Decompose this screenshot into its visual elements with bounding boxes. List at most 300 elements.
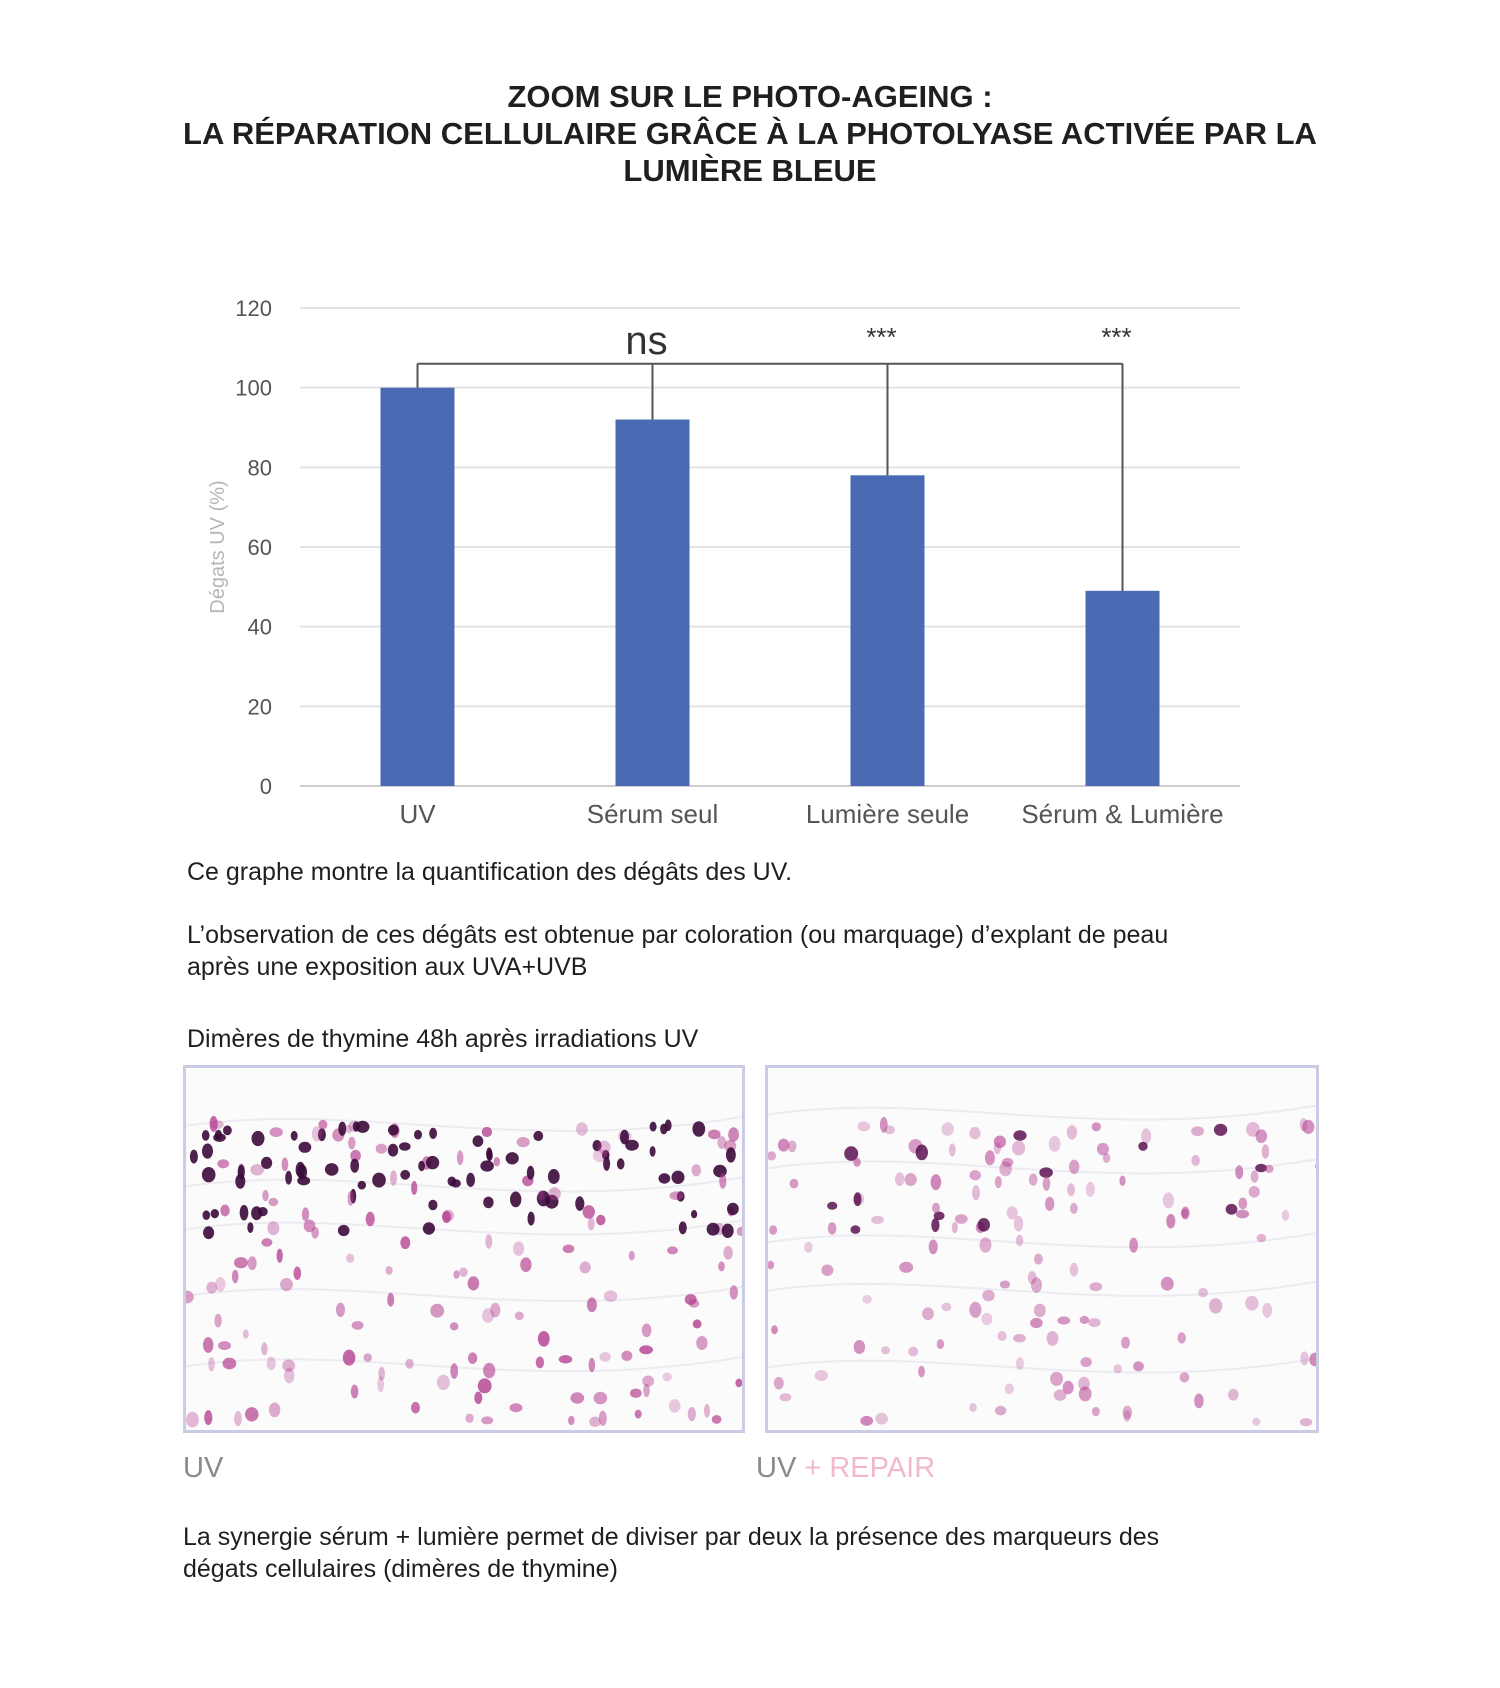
stained-nucleus: [1070, 1203, 1078, 1214]
stained-nucleus: [388, 1125, 399, 1136]
stained-nucleus: [1235, 1165, 1243, 1179]
stained-nucleus: [982, 1313, 993, 1325]
stained-nucleus: [478, 1378, 492, 1393]
stained-nucleus: [689, 1299, 700, 1308]
stained-nucleus: [261, 1238, 272, 1246]
stained-nucleus: [978, 1218, 990, 1232]
stained-nucleus: [527, 1166, 535, 1180]
stained-nucleus: [937, 1339, 944, 1349]
stained-nucleus: [223, 1126, 232, 1136]
stained-nucleus: [450, 1322, 459, 1330]
stained-nucleus: [1067, 1125, 1077, 1139]
stained-nucleus: [576, 1122, 588, 1136]
stained-nucleus: [692, 1121, 705, 1136]
stained-nucleus: [594, 1392, 608, 1405]
stained-nucleus: [563, 1245, 575, 1254]
stained-nucleus: [708, 1130, 721, 1140]
stained-nucleus: [247, 1222, 253, 1233]
caption-observation-line-2: après une exposition aux UVA+UVB: [187, 953, 588, 981]
stained-nucleus: [423, 1222, 435, 1234]
stained-nucleus: [570, 1392, 584, 1403]
stained-nucleus: [941, 1303, 951, 1312]
title-line-1: ZOOM SUR LE PHOTO-AGEING :: [507, 79, 993, 114]
stained-nucleus: [294, 1267, 302, 1280]
stained-nucleus: [589, 1358, 596, 1372]
stained-nucleus: [1252, 1418, 1260, 1426]
stained-nucleus: [1049, 1136, 1061, 1152]
stained-nucleus: [815, 1370, 828, 1381]
caption-observation: [187, 919, 1347, 983]
x-tick-label: Sérum & Lumière: [1021, 799, 1224, 829]
stained-nucleus: [270, 1127, 283, 1137]
stained-nucleus: [771, 1325, 778, 1334]
stained-nucleus: [788, 1141, 797, 1153]
microscopy-image-uv-repair: [765, 1065, 1319, 1433]
stained-nucleus: [277, 1249, 283, 1263]
significance-label: ***: [1101, 321, 1132, 352]
stained-nucleus: [588, 1218, 595, 1231]
stained-nucleus: [587, 1297, 597, 1312]
stained-nucleus: [970, 1170, 981, 1180]
bar: [1086, 591, 1160, 786]
stained-nucleus: [1262, 1144, 1269, 1159]
stained-nucleus: [269, 1403, 280, 1418]
stained-nucleus: [203, 1226, 214, 1239]
stained-nucleus: [1078, 1377, 1090, 1391]
stained-nucleus: [1088, 1318, 1100, 1327]
stained-nucleus: [688, 1407, 696, 1421]
title-line-2: LA RÉPARATION CELLULAIRE GRÂCE À LA PHOTOLYASE ACTIVÉE PAR LA: [183, 116, 1317, 151]
stained-nucleus: [533, 1131, 543, 1141]
stained-nucleus: [1063, 1381, 1074, 1394]
stained-nucleus: [210, 1116, 218, 1132]
stained-nucleus: [437, 1375, 450, 1390]
stained-nucleus: [1080, 1357, 1091, 1367]
stained-nucleus: [428, 1200, 437, 1211]
stained-nucleus: [291, 1131, 298, 1141]
stained-nucleus: [1016, 1235, 1023, 1246]
stained-nucleus: [860, 1416, 873, 1426]
stained-nucleus: [952, 1222, 958, 1233]
stained-nucleus: [366, 1212, 375, 1227]
stained-nucleus: [252, 1131, 265, 1146]
stained-nucleus: [218, 1341, 231, 1350]
stained-nucleus: [299, 1142, 312, 1153]
stained-nucleus: [1163, 1192, 1174, 1208]
stained-nucleus: [593, 1149, 607, 1162]
stained-nucleus: [517, 1137, 530, 1147]
image-label-uv-repair: [756, 1452, 935, 1485]
stained-nucleus: [821, 1265, 833, 1276]
stained-nucleus: [348, 1191, 354, 1206]
stained-nucleus: [780, 1393, 792, 1401]
stained-nucleus: [364, 1353, 372, 1362]
stained-nucleus: [1133, 1361, 1144, 1371]
x-tick-label: UV: [399, 799, 436, 829]
title-line-3: LUMIÈRE BLEUE: [623, 153, 877, 188]
stained-nucleus: [267, 1221, 279, 1235]
stained-nucleus: [1309, 1353, 1319, 1367]
stained-nucleus: [411, 1181, 417, 1195]
stained-nucleus: [730, 1285, 738, 1299]
stained-nucleus: [234, 1257, 248, 1268]
stained-nucleus: [1228, 1389, 1238, 1401]
stained-nucleus: [414, 1130, 422, 1140]
stained-nucleus: [411, 1402, 420, 1414]
stained-nucleus: [1123, 1406, 1133, 1420]
y-tick-label: 80: [247, 455, 272, 481]
stained-nucleus: [844, 1146, 858, 1161]
stained-nucleus: [1194, 1394, 1204, 1409]
y-tick-label: 100: [235, 375, 272, 401]
stained-nucleus: [346, 1254, 354, 1263]
stained-nucleus: [972, 1185, 980, 1200]
stained-nucleus: [203, 1210, 211, 1220]
stained-nucleus: [922, 1307, 934, 1320]
stained-nucleus: [1080, 1316, 1090, 1324]
y-tick-label: 40: [247, 614, 272, 640]
stained-nucleus: [1089, 1282, 1102, 1291]
stained-nucleus: [575, 1196, 584, 1211]
stained-nucleus: [663, 1373, 672, 1382]
stained-nucleus: [204, 1410, 212, 1425]
stained-nucleus: [390, 1170, 397, 1185]
stained-nucleus: [203, 1337, 213, 1353]
stained-nucleus: [994, 1142, 1001, 1154]
stained-nucleus: [1198, 1288, 1208, 1298]
conclusion-text: [183, 1521, 1343, 1585]
stained-nucleus: [667, 1246, 678, 1254]
stained-nucleus: [704, 1404, 710, 1418]
stained-nucleus: [1178, 1332, 1186, 1343]
stained-nucleus: [1030, 1318, 1043, 1328]
stained-nucleus: [350, 1159, 359, 1173]
stained-nucleus: [650, 1146, 656, 1157]
stained-nucleus: [358, 1181, 366, 1190]
stained-nucleus: [262, 1190, 268, 1201]
stained-nucleus: [692, 1164, 702, 1176]
stained-nucleus: [490, 1303, 500, 1318]
stained-nucleus: [351, 1385, 359, 1399]
stained-nucleus: [1282, 1210, 1289, 1221]
stained-nucleus: [1034, 1254, 1043, 1265]
x-tick-label: Lumière seule: [805, 799, 970, 829]
bar-chart: [0, 0, 1300, 860]
x-tick-label: Sérum seul: [586, 799, 719, 829]
stained-nucleus: [851, 1225, 861, 1234]
stained-nucleus: [929, 1240, 938, 1255]
stained-nucleus: [268, 1198, 278, 1207]
stained-nucleus: [336, 1303, 345, 1317]
stained-nucleus: [1315, 1162, 1319, 1170]
stained-nucleus: [1012, 1141, 1025, 1156]
stained-nucleus: [1245, 1296, 1258, 1311]
stained-nucleus: [1257, 1234, 1267, 1242]
y-tick-label: 120: [235, 296, 272, 321]
stained-nucleus: [665, 1120, 672, 1132]
stained-nucleus: [202, 1144, 213, 1159]
stained-nucleus: [691, 1210, 697, 1218]
stained-nucleus: [625, 1140, 639, 1151]
stained-nucleus: [768, 1261, 774, 1270]
stained-nucleus: [400, 1170, 410, 1180]
stained-nucleus: [854, 1340, 865, 1354]
stained-nucleus: [969, 1302, 981, 1318]
stained-nucleus: [302, 1207, 309, 1221]
stained-nucleus: [985, 1150, 995, 1165]
stained-nucleus: [211, 1209, 219, 1218]
stained-nucleus: [1028, 1271, 1037, 1284]
caption-thymine: Dimères de thymine 48h après irradiations UV: [187, 1025, 699, 1053]
stained-nucleus: [1097, 1143, 1109, 1156]
stained-nucleus: [621, 1351, 632, 1361]
stained-nucleus: [1039, 1167, 1053, 1177]
stained-nucleus: [482, 1127, 492, 1137]
stained-nucleus: [707, 1223, 720, 1236]
y-tick-label: 20: [247, 694, 272, 720]
stained-nucleus: [1166, 1214, 1175, 1229]
stained-nucleus: [881, 1346, 890, 1354]
stained-nucleus: [238, 1165, 245, 1180]
stained-nucleus: [430, 1304, 444, 1318]
stained-nucleus: [778, 1139, 789, 1152]
stained-nucleus: [304, 1220, 316, 1233]
stained-nucleus: [908, 1347, 918, 1357]
stained-nucleus: [949, 1143, 956, 1156]
stained-nucleus: [473, 1135, 484, 1147]
stained-nucleus: [1226, 1204, 1238, 1215]
stained-nucleus: [1016, 1357, 1024, 1370]
significance-label: ***: [866, 321, 897, 352]
stained-nucleus: [718, 1261, 725, 1271]
stained-nucleus: [282, 1158, 289, 1172]
stained-nucleus: [378, 1367, 385, 1381]
stained-nucleus: [1121, 1337, 1130, 1349]
stained-nucleus: [722, 1224, 734, 1238]
stained-nucleus: [297, 1176, 310, 1185]
tissue-texture: [768, 1104, 1319, 1119]
stained-nucleus: [400, 1236, 410, 1249]
stained-nucleus: [223, 1358, 237, 1370]
tissue-texture: [768, 1232, 1319, 1247]
stained-nucleus: [352, 1321, 364, 1330]
stained-nucleus: [568, 1416, 575, 1425]
stained-nucleus: [1191, 1126, 1204, 1136]
stained-nucleus: [1092, 1122, 1101, 1131]
stained-nucleus: [372, 1173, 386, 1188]
stained-nucleus: [1251, 1170, 1259, 1182]
stained-nucleus: [693, 1319, 702, 1328]
stained-nucleus: [630, 1389, 642, 1398]
stained-nucleus: [213, 1133, 226, 1142]
stained-nucleus: [726, 1147, 736, 1162]
stained-nucleus: [528, 1212, 535, 1226]
stained-nucleus: [827, 1202, 837, 1210]
stained-nucleus: [931, 1218, 939, 1232]
stained-nucleus: [1007, 1206, 1018, 1219]
tissue-texture: [768, 1281, 1319, 1296]
stained-nucleus: [880, 1117, 888, 1133]
stained-nucleus: [942, 1122, 954, 1136]
stained-nucleus: [1138, 1142, 1147, 1151]
stained-nucleus: [515, 1312, 524, 1321]
stained-nucleus: [659, 1173, 671, 1183]
stained-nucleus: [325, 1163, 339, 1176]
stained-nucleus: [1070, 1263, 1078, 1277]
stained-nucleus: [604, 1290, 618, 1302]
stained-nucleus: [1180, 1372, 1190, 1382]
stained-nucleus: [696, 1336, 707, 1350]
stained-nucleus: [338, 1225, 350, 1236]
stained-nucleus: [1067, 1183, 1075, 1196]
stained-nucleus: [483, 1363, 495, 1378]
stained-nucleus: [1047, 1331, 1059, 1346]
stained-nucleus: [932, 1203, 940, 1214]
stained-nucleus: [580, 1261, 591, 1273]
stained-nucleus: [735, 1379, 742, 1388]
stained-nucleus: [1057, 1316, 1070, 1324]
stained-nucleus: [1265, 1165, 1274, 1173]
stained-nucleus: [1262, 1303, 1272, 1318]
stained-nucleus: [1214, 1124, 1227, 1136]
stained-nucleus: [450, 1363, 458, 1379]
stained-nucleus: [506, 1152, 519, 1164]
stained-nucleus: [520, 1257, 531, 1272]
tissue-texture: [768, 1357, 1319, 1372]
image-label-uv-part: UV: [756, 1452, 797, 1484]
conclusion-line-2: dégats cellulaires (dimères de thymine): [183, 1555, 618, 1583]
stained-nucleus: [548, 1187, 561, 1200]
stained-nucleus: [1013, 1130, 1026, 1141]
stained-nucleus: [356, 1121, 370, 1133]
stained-nucleus: [457, 1150, 464, 1165]
stained-nucleus: [1092, 1407, 1100, 1416]
stained-nucleus: [1191, 1155, 1200, 1166]
stained-nucleus: [346, 1125, 352, 1134]
stained-nucleus: [387, 1293, 394, 1307]
stained-nucleus: [190, 1150, 198, 1164]
stained-nucleus: [1000, 1281, 1010, 1289]
stained-nucleus: [969, 1403, 977, 1412]
stained-nucleus: [429, 1128, 437, 1139]
stained-nucleus: [1013, 1334, 1026, 1343]
stained-nucleus: [918, 1366, 925, 1378]
bar: [851, 475, 925, 786]
y-tick-label: 60: [247, 535, 272, 560]
stained-nucleus: [1161, 1277, 1174, 1291]
stained-nucleus: [468, 1352, 477, 1364]
stained-nucleus: [1050, 1372, 1063, 1386]
stained-nucleus: [854, 1192, 862, 1206]
stained-nucleus: [980, 1237, 992, 1252]
caption-graph: Ce graphe montre la quantification des dégâts des UV.: [187, 858, 793, 886]
stained-nucleus: [486, 1147, 492, 1159]
stained-nucleus: [399, 1142, 411, 1151]
stained-nucleus: [261, 1157, 272, 1169]
stained-nucleus: [217, 1159, 229, 1168]
stained-nucleus: [442, 1211, 451, 1223]
stained-nucleus: [296, 1162, 306, 1178]
stained-nucleus: [672, 1171, 685, 1184]
stained-nucleus: [376, 1144, 387, 1154]
bar: [616, 420, 690, 786]
stained-nucleus: [642, 1324, 652, 1338]
stained-nucleus: [232, 1270, 239, 1283]
stained-nucleus: [1113, 1364, 1122, 1373]
stained-nucleus: [245, 1407, 259, 1421]
stained-nucleus: [459, 1267, 468, 1277]
stained-nucleus: [712, 1415, 722, 1424]
stained-nucleus: [474, 1392, 482, 1405]
stained-nucleus: [1181, 1207, 1189, 1220]
stained-nucleus: [828, 1222, 837, 1235]
stained-nucleus: [248, 1256, 257, 1270]
stained-nucleus: [600, 1352, 611, 1362]
stained-nucleus: [510, 1403, 523, 1412]
stained-nucleus: [418, 1161, 425, 1171]
stained-nucleus: [858, 1121, 871, 1131]
stained-nucleus: [583, 1205, 595, 1219]
stained-nucleus: [982, 1290, 994, 1302]
stained-nucleus: [635, 1410, 642, 1419]
conclusion-line-1: La synergie sérum + lumière permet de diviser par deux la présence des marqueurs des: [183, 1523, 1160, 1551]
stained-nucleus: [214, 1314, 221, 1328]
stained-nucleus: [862, 1295, 872, 1304]
stained-nucleus: [451, 1179, 461, 1187]
stained-nucleus: [1086, 1182, 1095, 1197]
stained-nucleus: [719, 1173, 726, 1188]
stained-nucleus: [405, 1359, 413, 1369]
stained-nucleus: [538, 1190, 545, 1200]
stained-nucleus: [875, 1413, 888, 1425]
stained-nucleus: [426, 1156, 439, 1169]
stained-nucleus: [202, 1130, 210, 1141]
stained-nucleus: [468, 1276, 480, 1290]
stained-nucleus: [208, 1357, 215, 1371]
stained-nucleus: [1129, 1238, 1138, 1253]
stained-nucleus: [1119, 1176, 1125, 1186]
stained-nucleus: [804, 1242, 813, 1253]
stained-nucleus: [650, 1122, 657, 1132]
tissue-texture: [186, 1286, 745, 1301]
stained-nucleus: [1045, 1197, 1054, 1211]
stained-nucleus: [284, 1368, 294, 1384]
stained-nucleus: [1034, 1304, 1046, 1318]
stained-nucleus: [1043, 1176, 1051, 1191]
stained-nucleus: [895, 1172, 905, 1186]
stained-nucleus: [1005, 1384, 1014, 1395]
stained-nucleus: [1209, 1298, 1222, 1313]
stained-nucleus: [343, 1350, 356, 1366]
stained-nucleus: [348, 1137, 355, 1150]
stained-nucleus: [538, 1331, 550, 1347]
stained-nucleus: [774, 1377, 784, 1390]
stained-nucleus: [1249, 1186, 1260, 1198]
stained-nucleus: [548, 1169, 560, 1184]
stained-nucleus: [1069, 1160, 1079, 1174]
stained-nucleus: [485, 1234, 492, 1248]
stained-nucleus: [1002, 1158, 1014, 1167]
microscopy-image-uv: [183, 1065, 745, 1433]
stained-nucleus: [617, 1158, 625, 1169]
stained-nucleus: [931, 1174, 942, 1190]
stained-nucleus: [483, 1197, 493, 1209]
stained-nucleus: [261, 1342, 267, 1355]
significance-label: ns: [625, 318, 668, 363]
stained-nucleus: [240, 1205, 249, 1221]
stained-nucleus: [899, 1262, 913, 1273]
stained-nucleus: [589, 1417, 601, 1427]
